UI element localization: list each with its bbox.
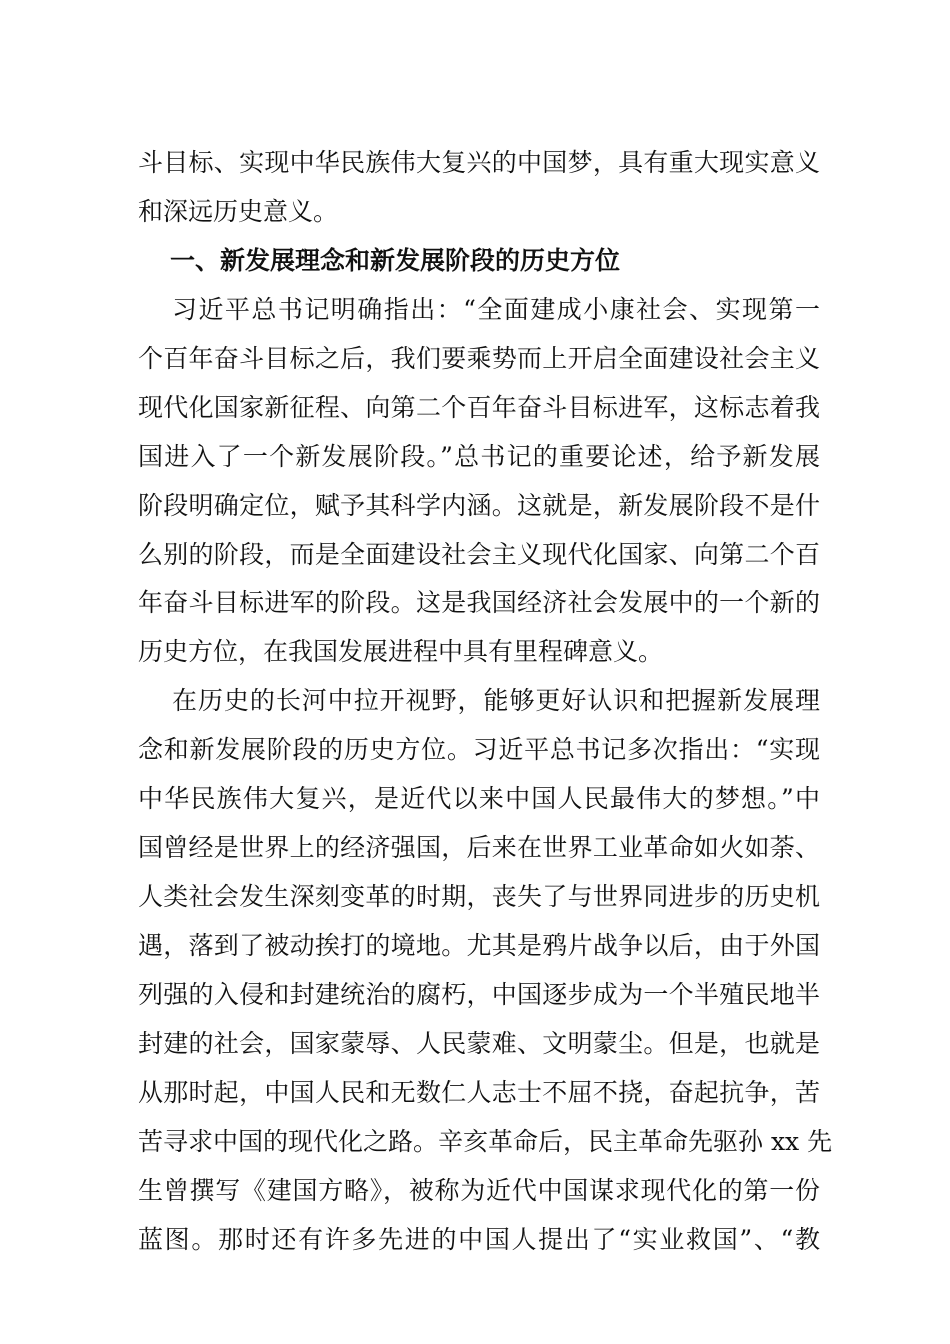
text-line: 遇，落到了被动挨打的境地。尤其是鸦片战争以后，由于外国 (138, 931, 820, 960)
paragraph-1 (138, 286, 820, 678)
text-line: 个百年奋斗目标之后，我们要乘势而上开启全面建设社会主义 (138, 343, 820, 373)
text-line: 国曾经是世界上的经济强国，后来在世界工业革命如火如荼、 (138, 833, 820, 863)
text-line: 现代化国家新征程、向第二个百年奋斗目标进军，这标志着我 (138, 392, 820, 422)
text-line: 年奋斗目标进军的阶段。这是我国经济社会发展中的一个新的 (138, 588, 820, 618)
text-line: 历史方位，在我国发展进程中具有里程碑意义。 (138, 637, 664, 667)
text-line: 斗目标、实现中华民族伟大复兴的中国梦，具有重大现实意义 (138, 148, 820, 177)
text-line: 么别的阶段，而是全面建设社会主义现代化国家、向第二个百 (138, 539, 820, 569)
text-line: 国进入了一个新发展阶段。”总书记的重要论述，给予新发展 (138, 441, 820, 471)
text-line: 苦寻求中国的现代化之路。辛亥革命后，民主革命先驱孙 xx 先 (138, 1126, 833, 1156)
text-line: 习近平总书记明确指出：“全面建成小康社会、实现第一 (172, 294, 820, 324)
text-line: 在历史的长河中拉开视野，能够更好认识和把握新发展理 (172, 686, 820, 716)
paragraph-2 (138, 677, 833, 1264)
text-line: 封建的社会，国家蒙辱、人民蒙难、文明蒙尘。但是，也就是 (138, 1028, 820, 1058)
text-line: 和深远历史意义。 (138, 196, 339, 226)
text-line: 念和新发展阶段的历史方位。习近平总书记多次指出：“实现 (138, 735, 820, 765)
text-line: 人类社会发生深刻变革的时期，丧失了与世界同进步的历史机 (138, 882, 820, 912)
text-line: 中华民族伟大复兴，是近代以来中国人民最伟大的梦想。”中 (138, 784, 820, 814)
document-page (138, 139, 833, 1265)
text-line: 从那时起，中国人民和无数仁人志士不屈不挠，奋起抗争，苦 (138, 1077, 820, 1107)
paragraph-continuation (138, 139, 820, 237)
text-line: 生曾撰写《建国方略》，被称为近代中国谋求现代化的第一份 (138, 1175, 820, 1205)
text-line: 蓝图。那时还有许多先进的中国人提出了“实业救国”、“教 (138, 1224, 820, 1254)
section-heading: 一、新发展理念和新发展阶段的历史方位 (170, 245, 621, 275)
text-line: 阶段明确定位，赋予其科学内涵。这就是，新发展阶段不是什 (138, 490, 820, 520)
text-line: 列强的入侵和封建统治的腐朽，中国逐步成为一个半殖民地半 (138, 979, 820, 1009)
